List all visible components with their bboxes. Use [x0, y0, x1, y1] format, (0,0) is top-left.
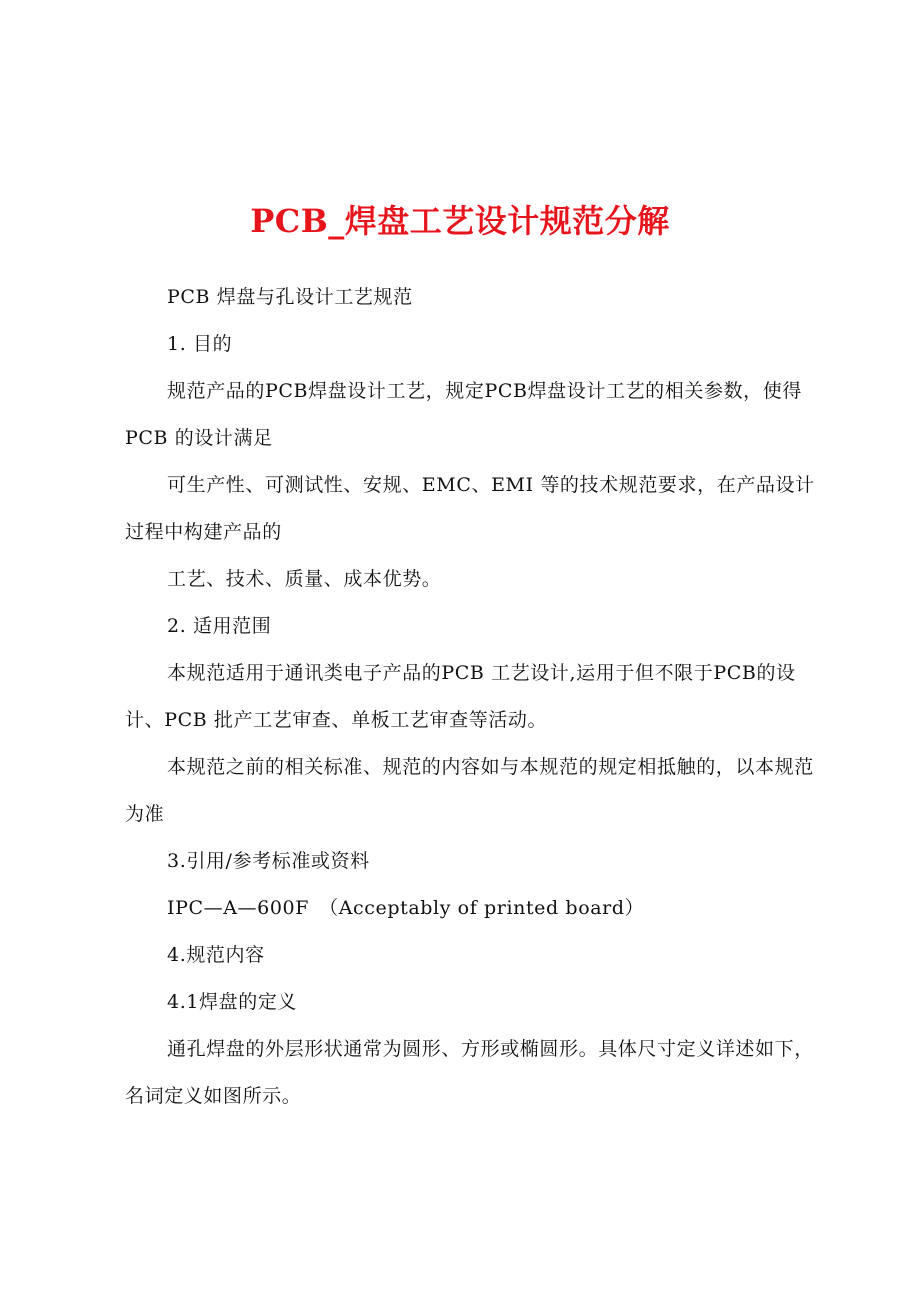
paragraph-pad-definition: 通孔焊盘的外层形状通常为圆形、方形或椭圆形。具体尺寸定义详述如下，名词定义如图所示。 — [125, 1038, 814, 1107]
section-content: 4.规范内容 — [167, 944, 265, 966]
reference-item: IPC—A—600F （Acceptably of printed board） — [167, 897, 645, 919]
paragraph-scope-2: 本规范之前的相关标准、规范的内容如与本规范的规定相抵触的，以本规范为准 — [125, 756, 814, 825]
section-scope: 2. 适用范围 — [167, 615, 272, 637]
paragraph-purpose-1: 规范产品的PCB焊盘设计工艺，规定PCB焊盘设计工艺的相关参数，使得PCB 的设计满足 — [125, 380, 802, 449]
paragraph-scope-1: 本规范适用于通讯类电子产品的PCB 工艺设计,运用于但不限于PCB的设计、PCB 批产工艺审查、单板工艺审查等活动。 — [125, 662, 796, 731]
paragraph-purpose-3: 工艺、技术、质量、成本优势。 — [167, 568, 442, 590]
paragraph-heading: PCB 焊盘与孔设计工艺规范 — [167, 286, 413, 308]
section-references: 3.引用/参考标准或资料 — [167, 850, 370, 872]
subsection-pad-definition: 4.1焊盘的定义 — [167, 991, 298, 1013]
section-purpose: 1. 目的 — [167, 333, 233, 355]
document-title: PCB_焊盘工艺设计规范分解 — [250, 202, 670, 240]
paragraph-purpose-2: 可生产性、可测试性、安规、EMC、EMI 等的技术规范要求，在产品设计过程中构建产品的 — [125, 474, 815, 543]
